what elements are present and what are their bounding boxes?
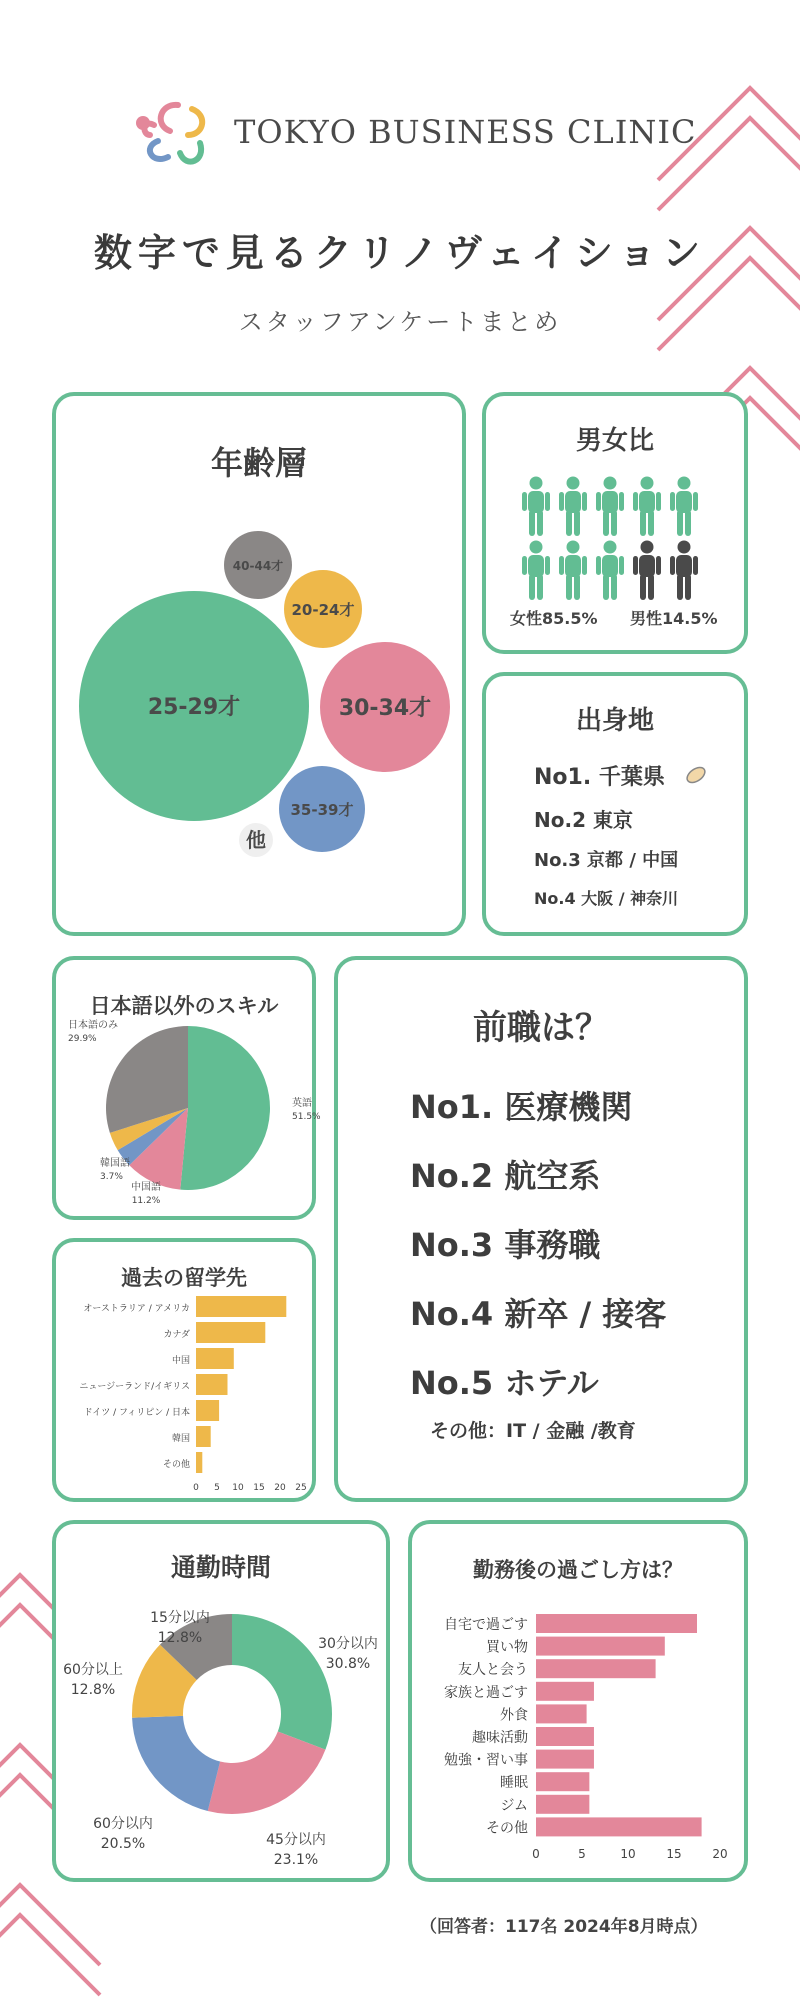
male-label: 男性14.5% <box>630 609 718 628</box>
x-tick-6: 25 <box>295 1483 307 1493</box>
x-tick-3: 10 <box>620 1847 636 1861</box>
age-card <box>52 392 466 936</box>
x-tick-1: 0 <box>532 1847 540 1861</box>
language-pie-chart <box>56 960 321 1216</box>
after-work-bar-chart <box>412 1524 744 1878</box>
bar-label-9: ジム <box>500 1797 528 1814</box>
bar-label-6: 趣味活動 <box>472 1730 528 1746</box>
pie-value-5: 29.9% <box>68 1034 97 1044</box>
after-work-title: 勤務後の過ごし方は？ <box>473 1558 683 1582</box>
page-subtitle: スタッフアンケートまとめ <box>238 308 562 336</box>
pie-value-3: 3.7% <box>100 1172 123 1182</box>
bar-label-2: 買い物 <box>486 1639 528 1656</box>
x-tick-4: 15 <box>253 1483 265 1493</box>
job-rank-2: No.2 航空系 <box>410 1157 601 1195</box>
female-person-icon <box>631 476 663 542</box>
previous-job-title: 前職は？ <box>473 1008 609 1048</box>
study-abroad-title: 過去の留学先 <box>121 1266 247 1290</box>
donut-value-4: 12.8% <box>70 1682 116 1698</box>
job-rank-1: No1. 医療機関 <box>410 1088 633 1126</box>
job-rank-4: No.4 新卒 / 接客 <box>410 1295 667 1333</box>
job-other: その他：IT / 金融 /教育 <box>430 1420 636 1442</box>
bar-3 <box>536 1659 656 1678</box>
page-title: 数字で見るクリノヴェイション <box>93 231 707 275</box>
donut-label-1: 30分以内 <box>318 1636 378 1652</box>
hometown-title: 出身地 <box>575 706 654 736</box>
pie-slice-1 <box>180 1026 270 1190</box>
commute-donut-chart <box>56 1524 386 1878</box>
bar-5 <box>536 1704 587 1723</box>
study-abroad-card <box>52 1238 316 1502</box>
bar-3 <box>196 1348 234 1369</box>
bar-label-8: 睡眠 <box>500 1775 528 1792</box>
clinic-logo <box>130 95 226 175</box>
female-person-icon <box>594 540 626 606</box>
bar-label-6: 韓国 <box>171 1434 190 1444</box>
bar-label-10: その他 <box>486 1820 528 1837</box>
donut-value-2: 23.1% <box>273 1852 319 1868</box>
bar-4 <box>536 1682 594 1701</box>
gender-icons <box>520 476 720 608</box>
bar-1 <box>196 1296 286 1317</box>
bar-8 <box>536 1772 589 1791</box>
bar-7 <box>536 1750 594 1769</box>
label-40-44: 40-44才 <box>232 559 284 573</box>
pie-label-5: 日本語のみ <box>68 1020 118 1031</box>
respondent-note: （回答者：117名 2024年8月時点） <box>420 1917 708 1937</box>
after-work-card <box>408 1520 748 1882</box>
pie-label-2: 中国語 <box>131 1182 161 1193</box>
pie-value-2: 11.2% <box>131 1196 161 1206</box>
commute-card <box>52 1520 390 1882</box>
bar-1 <box>536 1614 697 1633</box>
donut-label-4: 60分以上 <box>63 1662 123 1678</box>
female-person-icon <box>520 540 552 606</box>
bar-6 <box>196 1426 211 1447</box>
bar-4 <box>196 1374 228 1395</box>
label-20-24: 20-24才 <box>291 601 355 619</box>
bar-7 <box>196 1452 202 1473</box>
bar-label-4: ニュージーランド/イギリス <box>79 1382 190 1392</box>
x-tick-5: 20 <box>274 1483 286 1493</box>
donut-value-1: 30.8% <box>325 1656 371 1672</box>
female-person-icon <box>668 476 700 542</box>
gender-card <box>482 392 748 654</box>
bar-label-7: 勉強・習い事 <box>444 1752 528 1769</box>
bar-label-3: 中国 <box>171 1356 190 1366</box>
hometown-rank-1: No1. 千葉県 <box>534 765 665 790</box>
label-30-34: 30-34才 <box>338 696 432 721</box>
x-tick-5: 20 <box>712 1847 728 1861</box>
hometown-rank-2: No.2 東京 <box>534 808 633 832</box>
donut-label-2: 45分以内 <box>266 1832 326 1848</box>
x-tick-2: 5 <box>214 1483 220 1493</box>
x-tick-3: 10 <box>232 1483 244 1493</box>
donut-value-3: 20.5% <box>100 1836 146 1852</box>
bar-label-3: 友人と会う <box>458 1662 528 1679</box>
bar-label-1: 自宅で過ごす <box>444 1617 528 1633</box>
female-person-icon <box>557 540 589 606</box>
hometown-rank-3: No.3 京都 / 中国 <box>534 850 679 871</box>
female-person-icon <box>557 476 589 542</box>
x-tick-2: 5 <box>578 1847 586 1861</box>
job-rank-5: No.5 ホテル <box>410 1364 599 1402</box>
language-card <box>52 956 321 1220</box>
pie-label-3: 韓国語 <box>100 1158 130 1169</box>
female-person-icon <box>520 476 552 542</box>
bar-9 <box>536 1795 589 1814</box>
peanut-icon <box>684 764 708 790</box>
age-title: 年齢層 <box>210 444 307 482</box>
donut-slice-1 <box>232 1614 332 1750</box>
pie-value-1: 51.5% <box>292 1112 321 1122</box>
male-person-icon <box>631 540 663 606</box>
x-tick-1: 0 <box>193 1483 199 1493</box>
female-person-icon <box>594 476 626 542</box>
donut-value-5: 12.8% <box>157 1630 203 1646</box>
bar-6 <box>536 1727 594 1746</box>
bar-label-5: ドイツ / フィリピン / 日本 <box>83 1408 190 1418</box>
commute-title: 通勤時間 <box>170 1553 271 1582</box>
label-25-29: 25-29才 <box>147 695 241 720</box>
brand-header <box>130 95 697 175</box>
bar-label-2: カナダ <box>163 1330 190 1340</box>
bar-label-7: その他 <box>162 1460 190 1470</box>
study-abroad-bar-chart <box>56 1242 312 1498</box>
bar-10 <box>536 1817 702 1836</box>
bar-label-5: 外食 <box>500 1707 528 1724</box>
age-bubbles <box>56 396 462 932</box>
label-35-39: 35-39才 <box>290 801 354 819</box>
donut-slice-3 <box>132 1716 220 1811</box>
brand-name: TOKYO BUSINESS CLINIC <box>234 113 697 151</box>
donut-label-3: 60分以内 <box>93 1816 153 1832</box>
previous-job-card <box>334 956 748 1502</box>
label-other: 他 <box>246 828 266 852</box>
bar-label-1: オーストラリア / アメリカ <box>83 1304 190 1314</box>
donut-label-5: 15分以内 <box>150 1610 210 1626</box>
bar-2 <box>536 1637 665 1656</box>
x-tick-4: 15 <box>666 1847 682 1861</box>
hometown-card <box>482 672 748 936</box>
pie-label-1: 英語 <box>292 1098 312 1109</box>
bar-5 <box>196 1400 219 1421</box>
donut-slice-2 <box>208 1731 326 1814</box>
bar-2 <box>196 1322 265 1343</box>
female-label: 女性85.5% <box>510 609 598 628</box>
gender-title: 男女比 <box>575 426 654 456</box>
bar-label-4: 家族と過ごす <box>444 1684 528 1701</box>
language-title: 日本語以外のスキル <box>89 994 279 1018</box>
hometown-rank-4: No.4 大阪 / 神奈川 <box>534 889 679 908</box>
male-person-icon <box>668 540 700 606</box>
job-rank-3: No.3 事務職 <box>410 1226 601 1264</box>
